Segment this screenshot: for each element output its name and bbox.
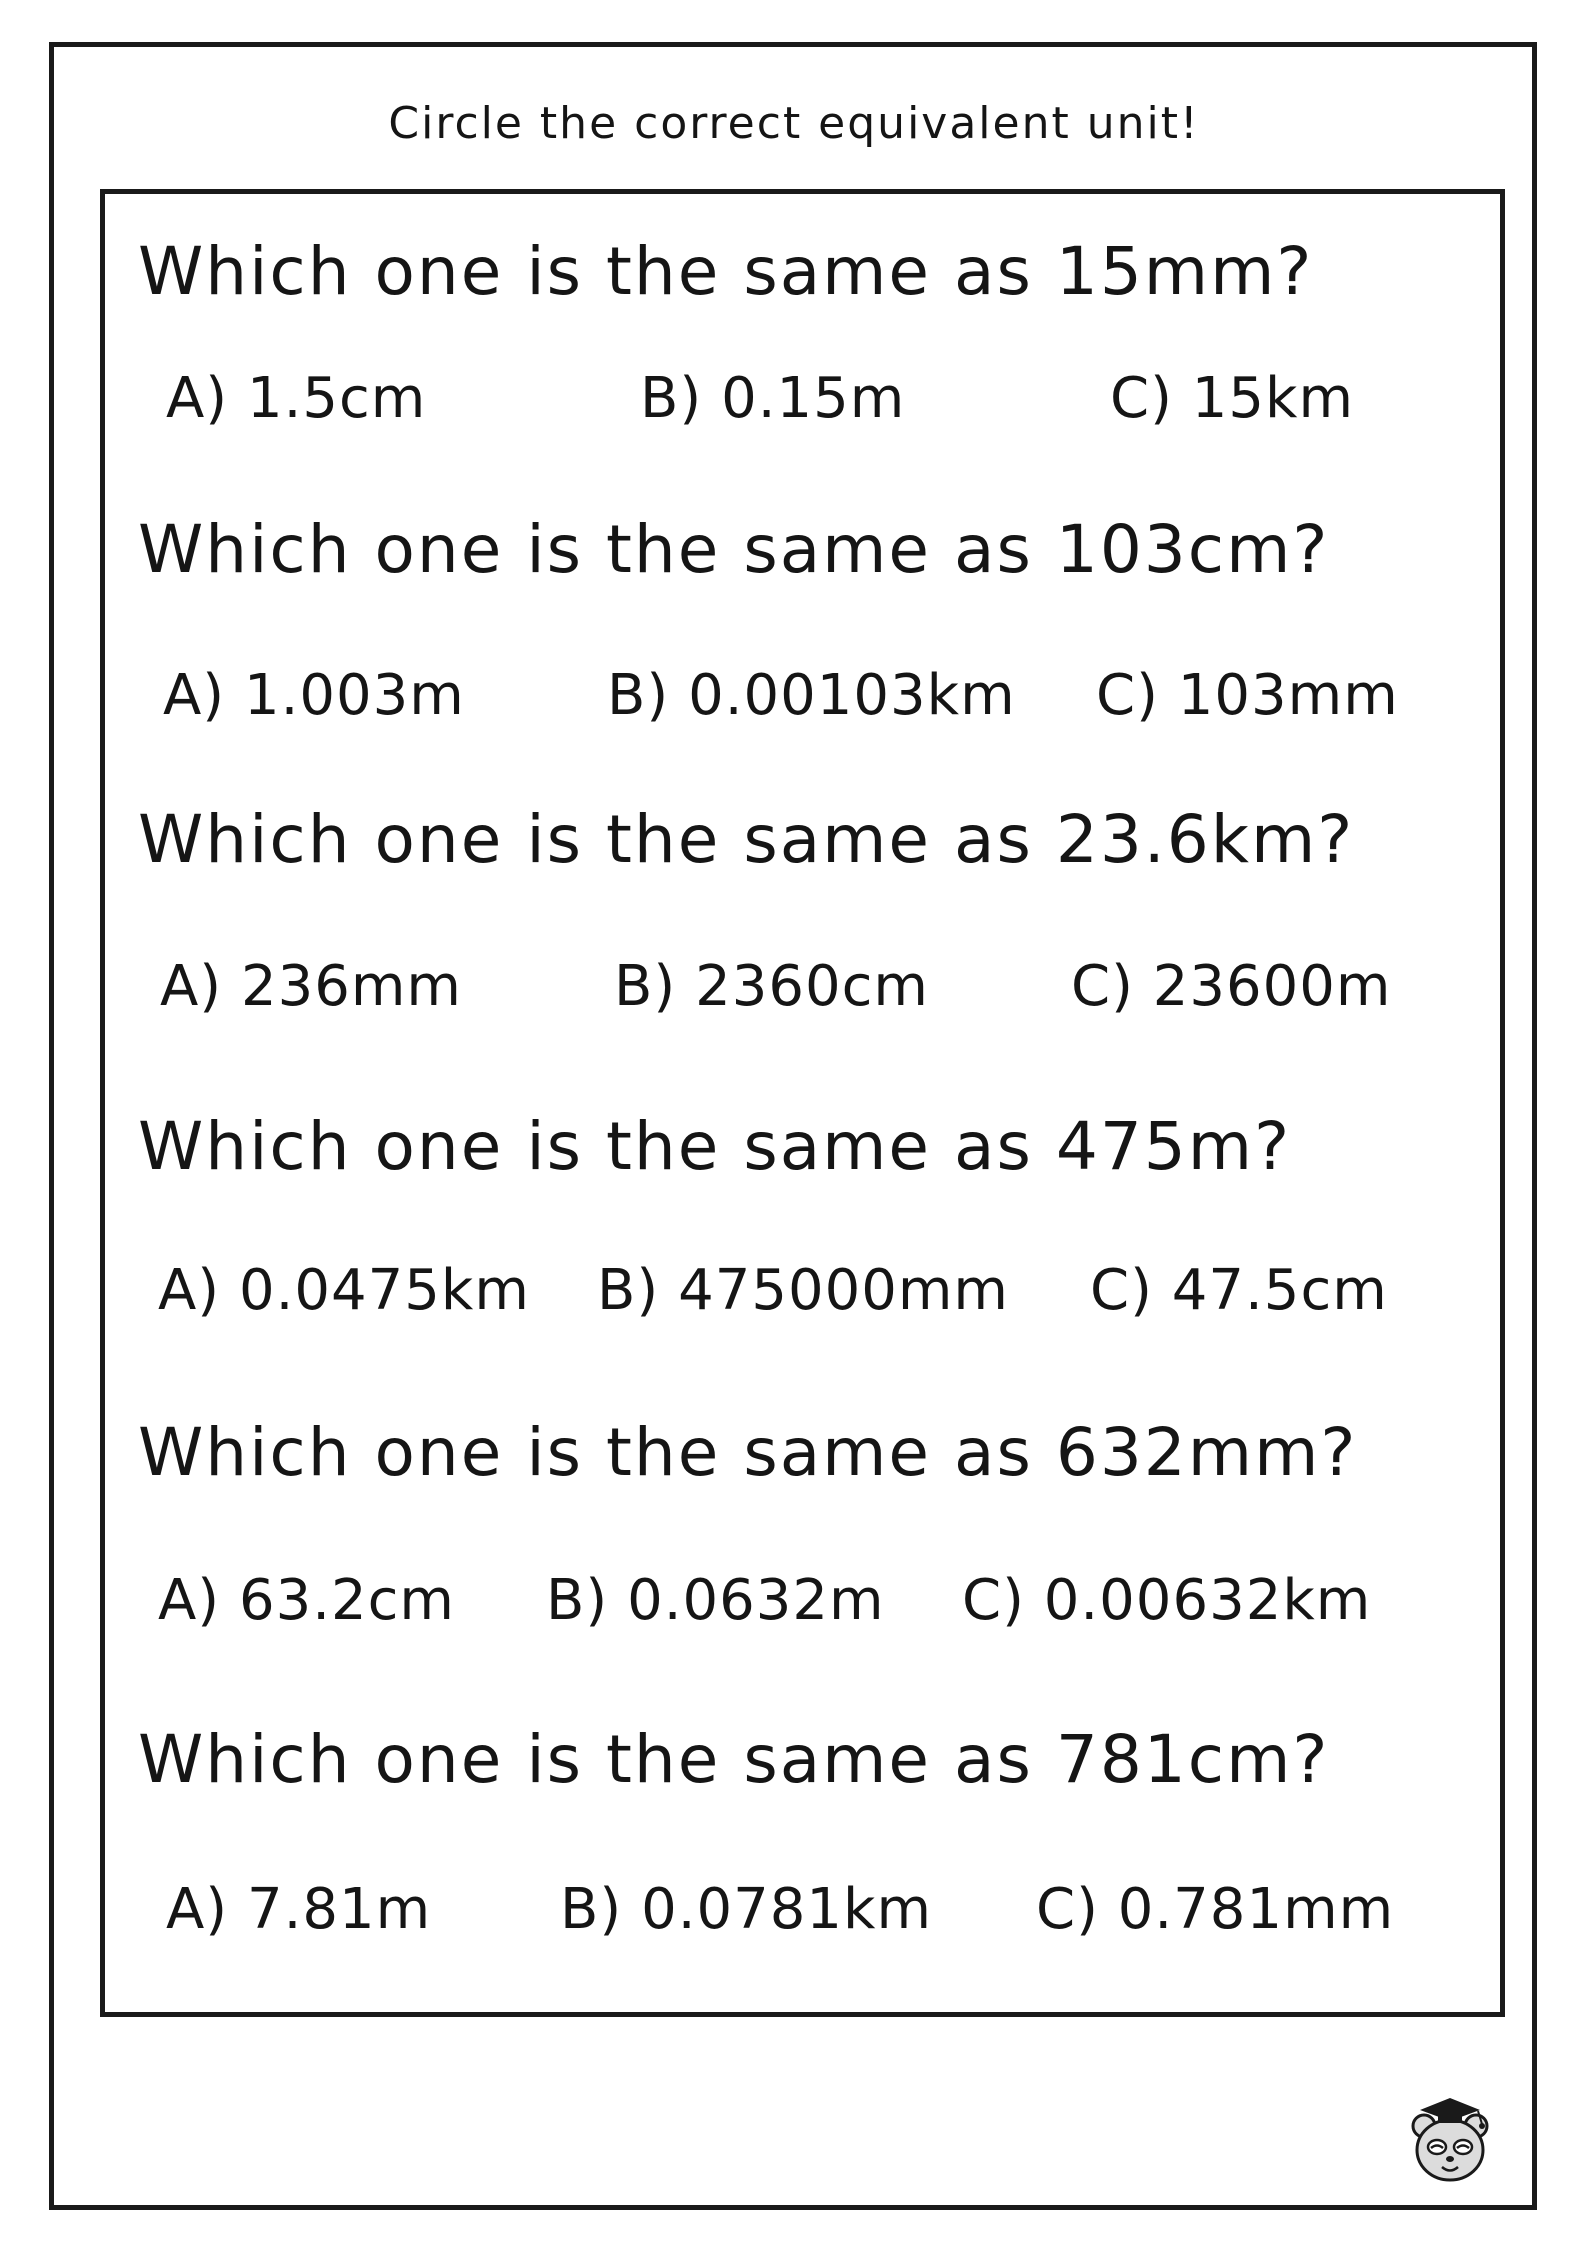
question-6-prompt: Which one is the same as 781cm? (138, 1721, 1330, 1798)
question-2-option-c[interactable]: C) 103mm (1096, 663, 1399, 728)
question-5-option-b[interactable]: B) 0.0632m (546, 1568, 885, 1633)
question-2-option-b[interactable]: B) 0.00103km (607, 663, 1016, 728)
question-6-option-a[interactable]: A) 7.81m (166, 1877, 432, 1942)
question-2-option-a[interactable]: A) 1.003m (163, 663, 465, 728)
question-1-prompt: Which one is the same as 15mm? (138, 233, 1314, 310)
graduate-mascot-icon (1402, 2090, 1498, 2186)
question-4-option-b[interactable]: B) 475000mm (597, 1258, 1009, 1323)
question-5-option-c[interactable]: C) 0.00632km (962, 1568, 1372, 1633)
question-4-prompt: Which one is the same as 475m? (138, 1108, 1292, 1185)
question-6-option-b[interactable]: B) 0.0781km (560, 1877, 932, 1942)
question-5-option-a[interactable]: A) 63.2cm (158, 1568, 455, 1633)
question-3-prompt: Which one is the same as 23.6km? (138, 801, 1355, 878)
question-1-option-a[interactable]: A) 1.5cm (166, 366, 427, 431)
question-4-option-a[interactable]: A) 0.0475km (158, 1258, 530, 1323)
question-3-option-b[interactable]: B) 2360cm (614, 954, 929, 1019)
question-2-prompt: Which one is the same as 103cm? (138, 511, 1330, 588)
question-5-prompt: Which one is the same as 632mm? (138, 1414, 1358, 1491)
question-3-option-a[interactable]: A) 236mm (160, 954, 462, 1019)
question-1-option-b[interactable]: B) 0.15m (640, 366, 906, 431)
question-1-option-c[interactable]: C) 15km (1110, 366, 1354, 431)
question-4-option-c[interactable]: C) 47.5cm (1090, 1258, 1388, 1323)
question-3-option-c[interactable]: C) 23600m (1071, 954, 1392, 1019)
question-6-option-c[interactable]: C) 0.781mm (1036, 1877, 1395, 1942)
instruction-heading: Circle the correct equivalent unit! (388, 98, 1200, 149)
